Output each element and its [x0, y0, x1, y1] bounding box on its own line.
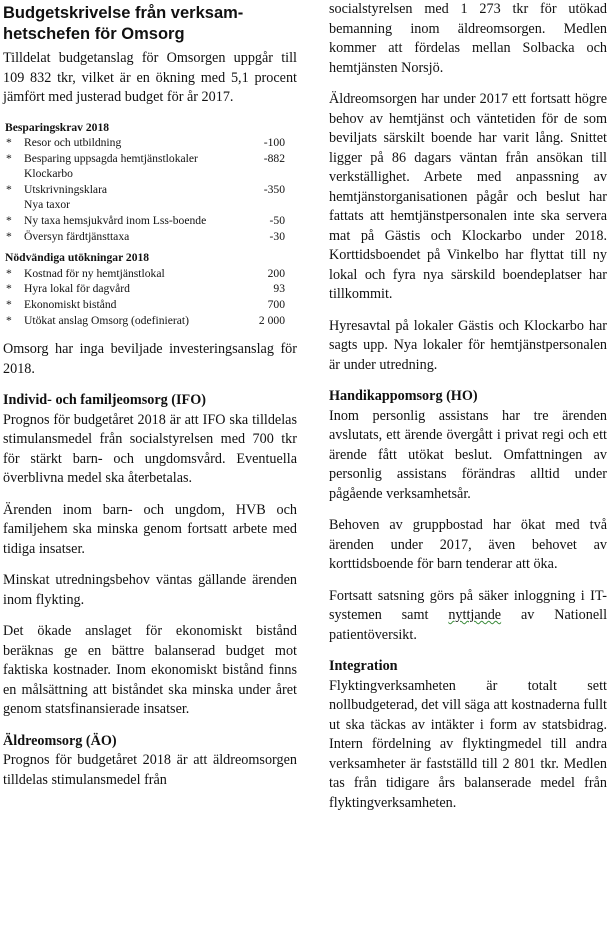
savings-heading: Besparingskrav 2018	[5, 120, 110, 134]
table-row: * Resor och utbildning -100	[6, 136, 285, 150]
ho-heading: Handikappomsorg (HO)	[329, 388, 478, 404]
ao-paragraph-3: Hyresavtal på lokaler Gästis och Klockarbo har sagts upp. Nya lokaler för hemtjänstpersonalen är under utredning.	[329, 317, 607, 373]
ifo-paragraph-3: Minskat utredningsbehov väntas gällande ärenden inom flykting.	[3, 572, 297, 608]
right-column	[329, 0, 607, 825]
ho-paragraph-2: Behoven av gruppbostad har ökat med två ärenden under 2017, även behovet av korttidsboende för barn tenderar att öka.	[329, 517, 607, 572]
intro-paragraph: Tilldelat budgetanslag för Omsorgen uppgår till 109 832 tkr, vilket är en ökning med 5,1 procent jämfört med justerad budget för år 2017.	[3, 50, 297, 105]
ao-heading: Äldreomsorg (ÄO)	[3, 732, 117, 749]
spellcheck-word: nyttjande	[448, 607, 502, 623]
budget-table	[3, 120, 297, 329]
investment-paragraph: Omsorg har inga beviljade investeringsanslag för 2018.	[3, 341, 297, 377]
ao-paragraph-1-end: socialstyrelsen med 1 273 tkr för utökad bemanning inom äldreomsorgen. Medlen kommer att fördelas mellan Solbacka och hemtjänsten Norsjö.	[329, 1, 607, 76]
ho-p3-text-a: Fortsatt satsning görs på säker inloggning i IT-systemen samt	[329, 587, 607, 623]
table-row: * Utskrivningsklara -350	[6, 182, 285, 196]
table-row: Nya taxor	[24, 198, 71, 212]
table-row: * Utökat anslag Omsorg (odefinierat) 2 000	[6, 313, 285, 327]
document-title: Budgetskrivelse från verksam-hetschefen för Omsorg	[3, 4, 244, 43]
savings-rows	[3, 135, 297, 244]
ao-paragraph-1-start: Prognos för budgetåret 2018 är att äldreomsorgen tilldelas stimulansmedel från	[3, 752, 297, 788]
table-row: * Kostnad för ny hemtjänstlokal 200	[6, 266, 285, 280]
ifo-paragraph-1: Prognos för budgetåret 2018 är att IFO ska tilldelas stimulansmedel från socialstyrelsen med 700 tkr för stärkt barn- och ungdomsvård. Eventuella överblivna medel ska återbetalas.	[3, 411, 297, 487]
table-row: * Ekonomiskt bistånd 700	[6, 298, 285, 312]
table-row: * Ny taxa hemsjukvård inom Lss-boende -50	[6, 214, 285, 228]
ao-paragraph-2: Äldreomsorgen har under 2017 ett fortsatt högre behov av hemtjänst och väntetiden för de som beviljats särskilt boende har varit lång. Snittet ligger på 86 dagars väntan från ansökan till verkställighet. Arbete med anpassning av hemtjänstorganisationen pågår och beslut har fattats att hemtjänstpersonalen inte ska servera mat på Gästis och Klockarbo under 2018. Korttidsboendet på Vinkelbo har flyttat till ny lokal och fyra nya särskild boendeplatser har tillkommit.	[329, 91, 607, 302]
ifo-heading: Individ- och familjeomsorg (IFO)	[3, 392, 206, 409]
expansions-rows	[3, 266, 297, 328]
expansions-heading: Nödvändiga utökningar 2018	[5, 251, 150, 265]
integration-paragraph: Flyktingverksamheten är totalt sett nollbudgeterad, det vill säga att kostnaderna fullt ut ska täckas av intäkter i form av statsbidrag. Intern fördelning av flyktingmedel till andra verksamheter är fastställd till 2 801 tkr. Medlen tas från tidigare års balanserade medel från flyktingverksamheten.	[329, 677, 607, 811]
ho-paragraph-3	[329, 587, 607, 646]
ho-paragraph-1: Inom personlig assistans har tre ärenden avslutats, ett ärende övergått i privat regi och ett ärende fått utökat beslut. Omfattningen av personlig assistans förändras alltid under pågående verksamhetsår.	[329, 407, 607, 502]
ho-p3-text-c: av Nationell patientöversikt.	[329, 607, 608, 643]
ifo-paragraph-2: Ärenden inom barn- och ungdom, HVB och familjehem ska minska genom fortsatt arbete med tidiga insatser.	[3, 501, 297, 557]
ifo-paragraph-4: Det ökade anslaget för ekonomiskt bistånd beräknas ge en bättre balanserad budget mot faktiska kostnader. Inom ekonomiskt bistånd finns en målsättning att biståndet ska minska under året genom statsfinansierade insatser.	[3, 623, 297, 718]
table-row: * Hyra lokal för dagvård 93	[6, 282, 285, 296]
table-row: * Översyn färdtjänsttaxa -30	[6, 229, 285, 243]
left-column	[3, 0, 297, 802]
table-row: * Besparing uppsagda hemtjänstlokaler Klockarbo -882	[6, 151, 285, 181]
integration-heading: Integration	[329, 658, 398, 674]
